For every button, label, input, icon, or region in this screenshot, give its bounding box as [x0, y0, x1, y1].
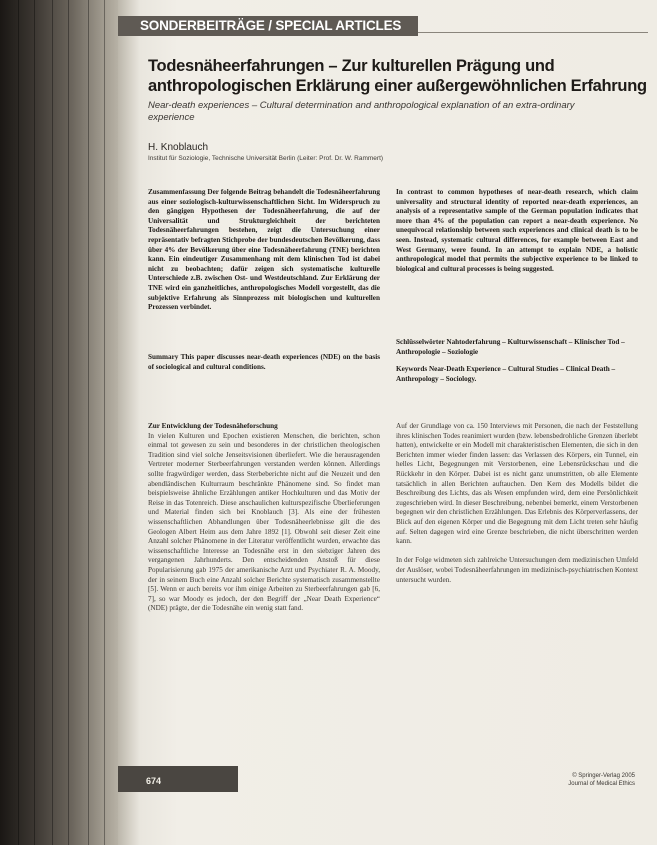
book-binding [0, 0, 130, 845]
abstract-english [396, 188, 638, 274]
abstract-german-text: Zusammenfassung Der folgende Beitrag behandelt die Todesnäheerfahrung aus einer soziologisch-kulturwissenschaftlichen Sicht. Im Widerspruch zu den gängigen Hypothesen der Todesnäheerfahrung, die auf der Universalität und Strukturgleichheit der berichteten Todesnäheerfahrungen bestehen, zeigt die Untersuchung einer repräsentativ befragten Stichprobe der bundesdeutschen Bevölkerung, dass über 4% der Bevölkerung über eine Todesnäheerfahrung (TNE) berichten kann. Ein eindeutiger Zusammenhang mit dem klinischen Tod ist dabei nicht zu beobachten; dafür zeigen sich systematische kulturelle Unterschiede z.B. zwischen Ost- und Westdeutschland. Zur Erklärung der TNE wird ein ganzheitliches, anthropologisches Modell vorgestellt, das die subjektive Erfahrung als Sinnprozess mit biologischen und kulturellen Prozessen verbindet. [148, 188, 380, 312]
abstract-english-text: In contrast to common hypotheses of near-death research, which claim universality and structural identity of reported near-death experiences, an analysis of a representative sample of the German population indicates that more than 4% of the population can report a near-death experience. No unequivocal relationship between such experiences and clinical death is to be seen. Instead, systematic cultural differences, for example between East and West Germany, were found. In an attempt to explain NDE, a holistic anthropological model that permits the subjective experience to be linked to biological and cultural processes is being suggested. [396, 188, 638, 273]
body-right-text: Auf der Grundlage von ca. 150 Interviews mit Personen, die nach der Feststellung ihres klinischen Todes reanimiert wurden (bzw. lebensbedrohliche Grenzen überlebt hatten), entwickelte er ein Modell mit charakteristischen Elementen, die sich in den Berichten immer wieder finden lassen: das Verlassen des Körpers, ein Tunnel, ein helles Licht, Begegnungen mit Verstorbenen, eine Lebensrückschau und die Rückkehr in den Körper. Dabei ist es nicht ganz unumstritten, ob alle Elemente tatsächlich in allen Berichten auftauchen. Den Kern des Modells bildet die Beschreibung des Lichts, das als Wesen empfunden wird, dem eine Persönlichkeit zugeschrieben wird. In dieser Beschreibung, nebenbei bemerkt, einem Verstorbenen begegnen wir den christlichen Erzählungen. Das Erlebnis des Körperverlassens, der Blick auf den eigenen Körper und die Begegnung mit dem Licht treten sehr häufig auf. Selten dagegen wird eine Grenze beschrieben, die nicht überschritten werden kann. In der Folge widmeten sich zahlreiche Untersuchungen dem medizinischen Umfeld der Auslöser, wobei Todesnäheerfahrungen im medizinisch-psychiatrischen Kontext untersucht wurden. [396, 422, 638, 584]
keywords-german: Schlüsselwörter Nahtoderfahrung – Kulturwissenschaft – Klinischer Tod – Anthropologie – Soziologie [396, 338, 625, 356]
body-column-left [148, 422, 380, 614]
keywords-english: Keywords Near-Death Experience – Cultural Studies – Clinical Death – Anthropology – Sociology. [396, 365, 616, 383]
section-banner: SONDERBEITRÄGE / SPECIAL ARTICLES [118, 16, 418, 36]
abstract-german [148, 188, 380, 313]
summary-english: Summary This paper discusses near-death experiences (NDE) on the basis of sociological and cultural conditions. [148, 353, 380, 371]
page-number: 674 [146, 776, 162, 786]
article-title: Todesnäheerfahrungen – Zur kulturellen Prägung und anthropologischen Erklärung einer außergewöhnlichen Erfahrung [148, 57, 647, 95]
article-subtitle: Near-death experiences – Cultural determination and anthropological explanation of an extra-ordinary experience [148, 100, 575, 123]
journal-page [118, 0, 657, 845]
author-affiliation: Institut für Soziologie, Technische Universität Berlin (Leiter: Prof. Dr. W. Rammert) [148, 155, 384, 162]
journal-footer-line1: © Springer-Verlag 2005 [572, 773, 635, 779]
body-column-right [396, 422, 638, 585]
body-left-text: In vielen Kulturen und Epochen existieren Menschen, die berichten, schon einmal tot gewesen zu sein und besonderes in der christlichen theologischen Tradition sind viel solche Jenseitsvisionen überliefert. Wie die herausragenden Vertreter moderner Sterbeerfahrungen verstanden werden können. Allerdings sollte fragwürdiger werden, dass Sterbeberichte nicht auf die Neuzeit und den abendländischen Kulturraum beschränkte Phänomene sind. So findet man beispielsweise ähnliche Erzählungen antiker Hochkulturen und das Motiv der Reise in das Totenreich. Diese anschaulichen kulturspezifische Überlieferungen und Material finden sich bei Knoblauch [3]. Als eine der frühesten wissenschaftlichen Abhandlungen über Todesnäheerlebnisse gilt die des Geologen Albert Heim aus dem Jahre 1892 [1]. Obwohl seit dieser Zeit eine Anzahl solcher Phänomene in der Literatur veröffentlicht wurden, erwachte das wissenschaftliche Interesse an Todesnähe erst in den siebziger Jahren des vergangenen Jahrhunderts. Den entscheidenden Anstoß für diese Popularisierung gab 1975 der amerikanische Arzt und Psychiater R. A. Moody, der in seinem Buch eine Anzahl solcher Berichte systematisch zusammenstellte [5]. Wenn er auch bereits vor ihm einige Arbeiten zu Sterbeerfahrungen gab [6, 7], so war Moody es jedoch, der den Begriff der „Near Death Experience“ (NDE) prägte, der die Todesnähe ein wenig statt fand. [148, 431, 380, 613]
header-rule [418, 32, 648, 33]
page-number-bar [118, 766, 238, 792]
journal-footer [568, 772, 635, 788]
journal-footer-line2: Journal of Medical Ethics [568, 781, 635, 787]
section-heading: Zur Entwicklung der Todesnäheforschung [148, 422, 278, 430]
author-name: H. Knoblauch [148, 142, 209, 153]
